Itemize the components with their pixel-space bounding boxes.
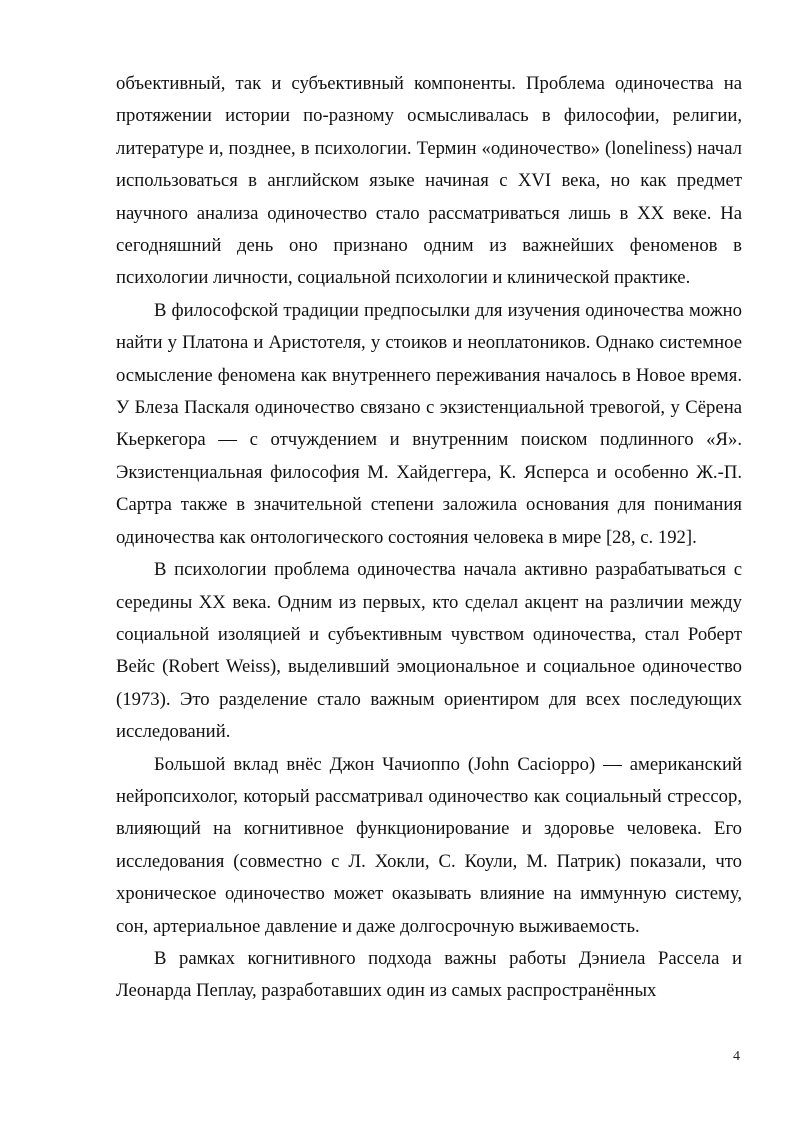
paragraph-3: В психологии проблема одиночества начала активно разрабатываться с середины XX века. Одним из первых, кто сделал акцент на различии между социальной изоляцией и субъективным чувством одиночества, стал Роберт Вейс (Robert Weiss), выделивший эмоциональное и социальное одиночество (1973). Это разделение стало важным ориентиром для всех последующих исследований. (116, 559, 742, 743)
paragraph-2: В философской традиции предпосылки для изучения одиночества можно найти у Платона и Аристотеля, у стоиков и неоплатоников. Однако системное осмысление феномена как внутреннего переживания началось в Новое время. У Блеза Паскаля одиночество связано с экзистенциальной тревогой, у Сёрена Кьеркегора — с отчуждением и внутренним поиском подлинного «Я». Экзистенциальная философия М. Хайдеггера, К. Ясперса и особенно Ж.-П. Сартра также в значительной степени заложила основания для понимания одиночества как онтологического состояния человека в мире [28, с. 192]. (116, 299, 742, 548)
paragraph-5: В рамках когнитивного подхода важны работы Дэниела Рассела и Леонарда Пеплау, разработавших один из самых распространённых (116, 947, 742, 1002)
page-body (116, 68, 742, 1008)
paragraph-4: Большой вклад внёс Джон Чачиоппо (John Cacioppo) — американский нейропсихолог, который рассматривал одиночество как социальный стрессор, влияющий на когнитивное функционирование и здоровье человека. Его исследования (совместно с Л. Хокли, С. Коули, М. Патрик) показали, что хроническое одиночество может оказывать влияние на иммунную систему, сон, артериальное давление и даже долгосрочную выживаемость. (116, 753, 742, 937)
paragraph-1: объективный, так и субъективный компоненты. Проблема одиночества на протяжении истории по-разному осмысливалась в философии, религии, литературе и, позднее, в психологии. Термин «одиночество» (loneliness) начал использоваться в английском языке начиная с XVI века, но как предмет научного анализа одиночество стало рассматриваться лишь в XX веке. На сегодняшний день оно признано одним из важнейших феноменов в психологии личности, социальной психологии и клинической практике. (116, 73, 742, 289)
page-number: 4 (733, 1049, 740, 1064)
